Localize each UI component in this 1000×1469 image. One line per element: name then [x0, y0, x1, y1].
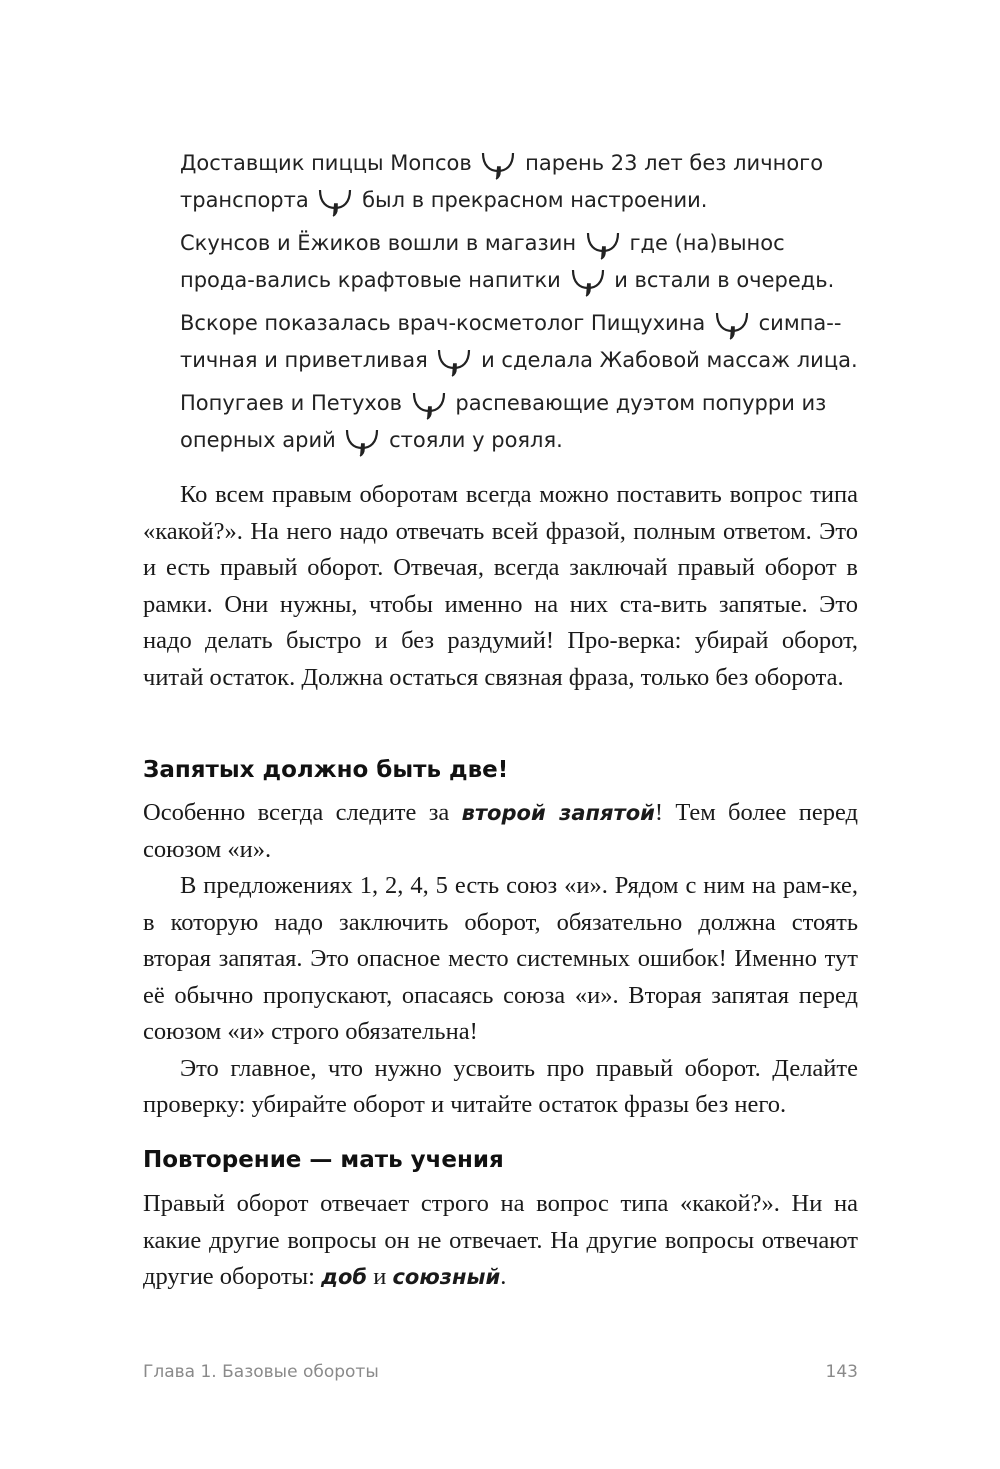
rule-paragraph: Ко всем правым оборотам всегда можно поставить вопрос типа «какой?». На него надо отвечать всей фразой, полным ответом. Это и есть правый оборот. Отвечая, всегда заключай правый оборот в рамки. Они нужны, чтобы именно на них ста-вить запятые. Это надо делать быстро и без раздумий! Про-верка: убирай оборот, читай остаток. Должна остаться связная фраза, только без оборота.: [143, 481, 858, 691]
example-sentence-2: Скунсов и Ёжиков вошли в магазин где (на)вынос прода-вались крафтовые напитки и встали в очередь.: [180, 225, 860, 298]
chapter-title: Глава 1. Базовые обороты: [143, 1362, 379, 1382]
two-commas-section: [143, 795, 858, 1124]
comma-frame-icon: [714, 311, 750, 333]
examples-block: [180, 145, 860, 465]
emphasis-second-comma: второй запятой: [461, 801, 655, 825]
emphasis-dob: доб: [321, 1265, 368, 1289]
comma-frame-icon: [317, 188, 353, 210]
emphasis-soyuzny: союзный: [392, 1265, 501, 1289]
example-sentence-1: Доставщик пиццы Мопсов парень 23 лет без личного транспорта был в прекрасном настроении.: [180, 145, 860, 218]
comma-frame-icon: [480, 151, 516, 173]
second-comma-paragraph: Особенно всегда следите за второй запятой! Тем более перед союзом «и».: [143, 799, 858, 863]
main-point-paragraph: Это главное, что нужно усвоить про правый оборот. Делайте проверку: убирайте оборот и читайте остаток фразы без него.: [143, 1054, 858, 1118]
comma-frame-icon: [585, 231, 621, 253]
rule-paragraph-block: [143, 477, 858, 696]
repetition-paragraph: Правый оборот отвечает строго на вопрос типа «какой?». Ни на какие другие вопросы он не отвечает. На другие вопросы отвечают другие обороты: доб и союзный.: [143, 1190, 858, 1290]
conjunction-paragraph: В предложениях 1, 2, 4, 5 есть союз «и». Рядом с ним на рам-ке, в которую надо заключить оборот, обязательно должна стоять вторая запятая. Это опасное место системных ошибок! Именно тут её обычно пропускают, опасаясь союза «и». Вторая запятая перед союзом «и» строго обязательна!: [143, 872, 858, 1045]
comma-frame-icon: [411, 391, 447, 413]
comma-frame-icon: [436, 348, 472, 370]
section-heading-repetition: Повторение — мать учения: [143, 1147, 504, 1173]
page-number: 143: [825, 1362, 858, 1382]
repetition-section: [143, 1186, 858, 1296]
section-heading-two-commas: Запятых должно быть две!: [143, 757, 509, 783]
comma-frame-icon: [344, 428, 380, 450]
page-footer: [143, 1362, 858, 1382]
example-sentence-4: Попугаев и Петухов распевающие дуэтом попурри из оперных арий стояли у рояля.: [180, 385, 860, 458]
comma-frame-icon: [570, 268, 606, 290]
example-sentence-3: Вскоре показалась врач-косметолог Пищухина симпа-тичная и приветливая и сделала Жабовой массаж лица.: [180, 305, 860, 378]
